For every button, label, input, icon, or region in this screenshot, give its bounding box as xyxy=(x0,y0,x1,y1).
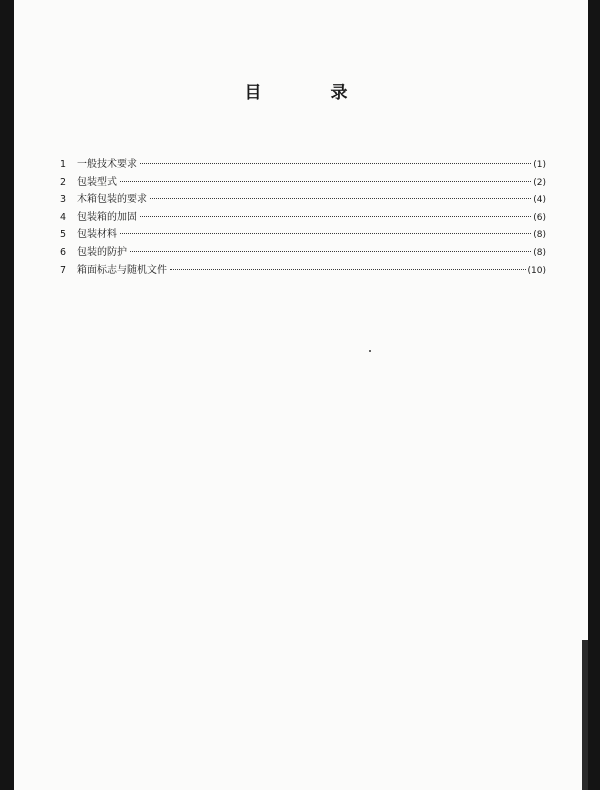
toc-dot-leader xyxy=(140,216,531,217)
toc-dot-leader xyxy=(170,269,526,270)
toc-entry-7[interactable] xyxy=(60,262,546,280)
toc-entry-page: (4) xyxy=(533,195,546,206)
toc-entry-6[interactable] xyxy=(60,244,546,262)
toc-entry-2[interactable] xyxy=(60,174,546,192)
toc-entry-number: 4 xyxy=(60,211,67,223)
toc-entry-title: 包装型式 xyxy=(77,176,117,188)
toc-entry-1[interactable] xyxy=(60,156,546,174)
table-of-contents xyxy=(60,156,546,279)
toc-entry-page: (6) xyxy=(533,212,546,223)
toc-entry-page: (1) xyxy=(533,160,546,170)
toc-entry-number: 1 xyxy=(60,159,67,170)
toc-entry-4[interactable] xyxy=(60,209,546,227)
toc-entry-5[interactable] xyxy=(60,226,546,244)
scan-border-shadow xyxy=(582,640,588,790)
toc-dot-leader xyxy=(120,233,531,234)
toc-entry-number: 2 xyxy=(60,176,67,188)
toc-entry-title: 箱面标志与随机文件 xyxy=(77,264,167,276)
page-title: 目 录 xyxy=(244,83,374,103)
scan-speck xyxy=(369,350,371,352)
toc-entry-page: (8) xyxy=(533,247,546,258)
toc-entry-number: 3 xyxy=(60,194,67,206)
toc-entry-title: 一般技术要求 xyxy=(77,159,137,170)
toc-entry-page: (10) xyxy=(527,265,546,276)
toc-entry-title: 包装的防护 xyxy=(77,246,127,258)
toc-entry-title: 包装材料 xyxy=(77,229,117,241)
toc-dot-leader xyxy=(120,181,531,182)
toc-entry-number: 6 xyxy=(60,246,67,258)
toc-dot-leader xyxy=(140,163,531,164)
toc-dot-leader xyxy=(150,198,531,199)
toc-entry-number: 7 xyxy=(60,264,67,276)
scan-border-right xyxy=(588,0,600,790)
toc-entry-page: (8) xyxy=(533,230,546,241)
toc-entry-title: 包装箱的加固 xyxy=(77,211,137,223)
toc-entry-page: (2) xyxy=(533,177,546,188)
toc-entry-number: 5 xyxy=(60,229,67,241)
scan-border-left xyxy=(0,0,14,790)
toc-entry-title: 木箱包装的要求 xyxy=(77,194,147,206)
toc-dot-leader xyxy=(130,251,531,252)
toc-entry-3[interactable] xyxy=(60,191,546,209)
